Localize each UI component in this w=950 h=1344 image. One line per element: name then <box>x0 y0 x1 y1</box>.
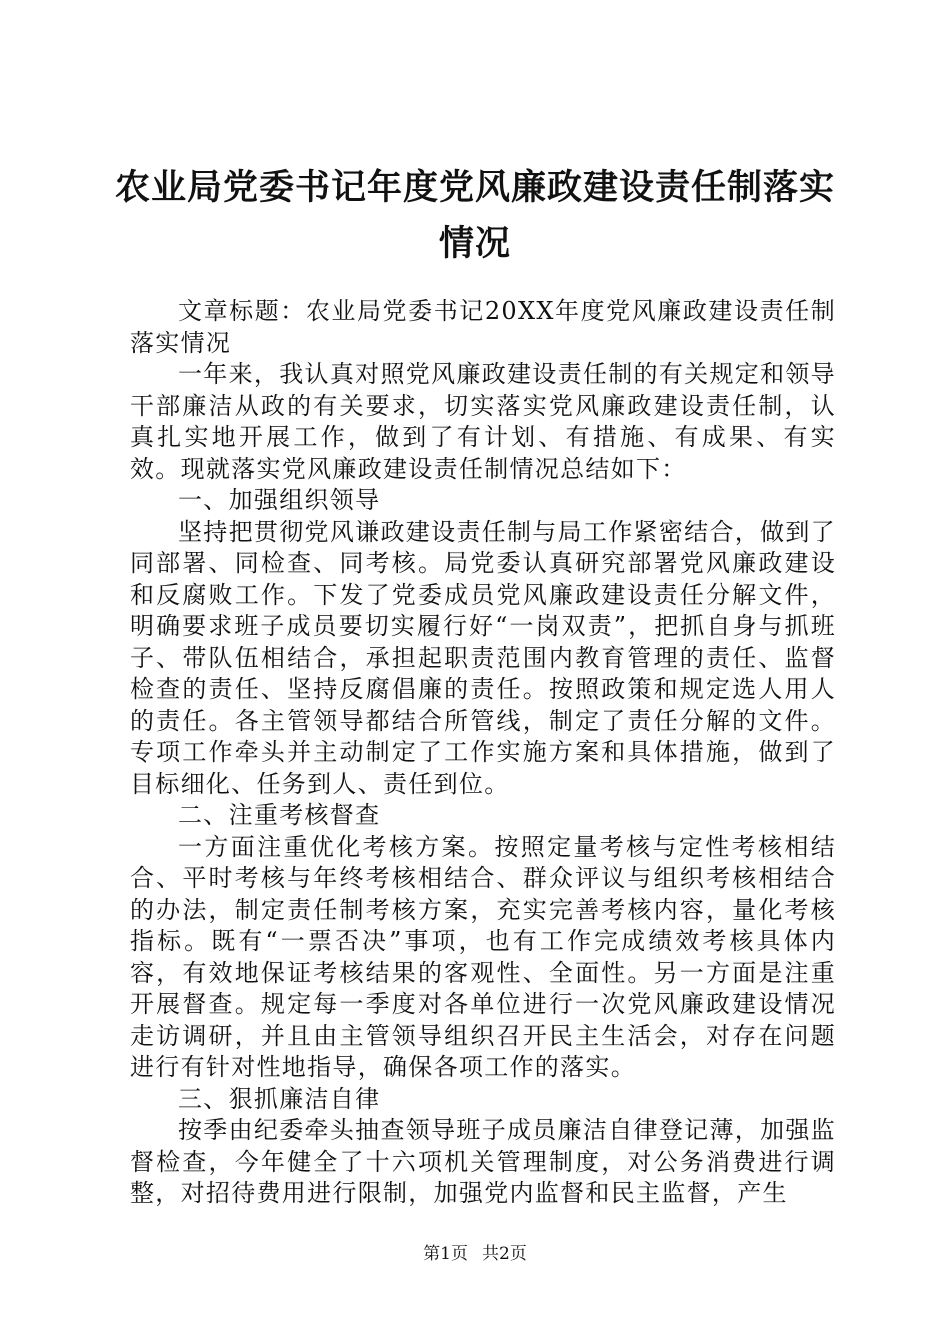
page-number: 第1页 <box>423 1244 468 1264</box>
section-1-paragraph: 坚持把贯彻党风谦政建设责任制与局工作紧密结合，做到了同部署、同检查、同考核。局党委认真研究部署党风廉政建设和反腐败工作。下发了党委成员党风廉政建设责任分解文件，明确要求班子成员要切实履行好“一岗双责”，把抓自身与抓班子、带队伍相结合，承担起职责范围内教育管理的责任、监督检查的责任、坚持反腐倡廉的责任。按照政策和规定选人用人的责任。各主管领导都结合所管线，制定了责任分解的文件。专项工作牵头并主动制定了工作实施方案和具体措施，做到了目标细化、任务到人、责任到位。 <box>130 517 836 798</box>
page-footer <box>0 1243 950 1265</box>
section-heading-1: 一、加强组织领导 <box>178 486 381 514</box>
article-title-line: 文章标题：农业局党委书记20XX年度党风廉政建设责任制落实情况 <box>130 297 836 357</box>
section-3-paragraph: 按季由纪委牵头抽查领导班子成员廉洁自律登记薄，加强监督检查，今年健全了十六项机关管理制度，对公务消费进行调整，对招待费用进行限制，加强党内监督和民主监督，产生 <box>130 1116 836 1207</box>
section-heading-2: 二、注重考核督查 <box>178 801 381 829</box>
section-2-paragraph: 一方面注重优化考核方案。按照定量考核与定性考核相结合、平时考核与年终考核相结合、群众评议与组织考核相结合的办法，制定责任制考核方案，充实完善考核内容，量化考核指标。既有“一票否决”事项，也有工作完成绩效考核具体内容，有效地保证考核结果的客观性、全面性。另一方面是注重开展督查。规定每一季度对各单位进行一次党风廉政建设情况走访调研，并且由主管领导组织召开民主生活会，对存在问题进行有针对性地指导，确保各项工作的落实。 <box>130 832 836 1081</box>
document-title: 农业局党委书记年度党风廉政建设责任制落实情况 <box>114 167 835 264</box>
page-total: 共2页 <box>482 1244 527 1264</box>
document-body <box>130 296 836 1210</box>
intro-paragraph: 一年来，我认真对照党风廉政建设责任制的有关规定和领导干部廉洁从政的有关要求，切实落实党风廉政建设责任制，认真扎实地开展工作，做到了有计划、有措施、有成果、有实效。现就落实党风廉政建设责任制情况总结如下： <box>130 360 836 483</box>
section-heading-3: 三、狠抓廉洁自律 <box>178 1084 381 1113</box>
